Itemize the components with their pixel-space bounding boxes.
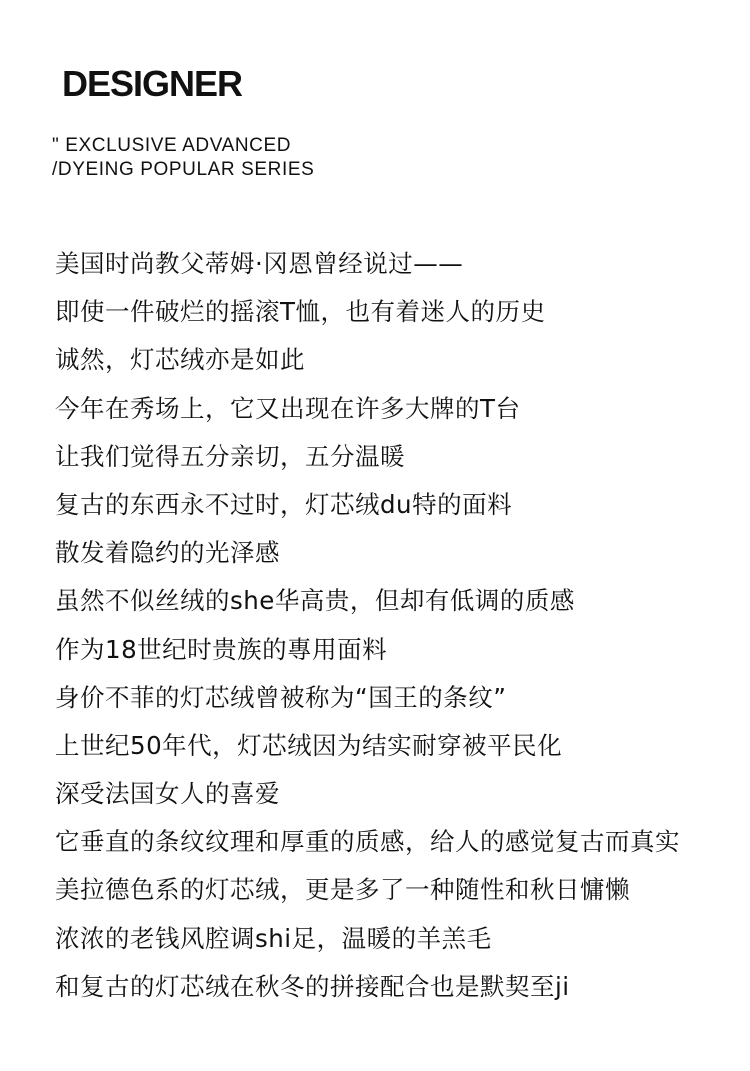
text-line: 和复古的灯芯绒在秋冬的拼接配合也是默契至ji <box>55 971 570 1001</box>
text-line: 它垂直的条纹纹理和厚重的质感，给人的感觉复古而真实 <box>55 827 680 857</box>
text-line: 复古的东西永不过时，灯芯绒du特的面料 <box>55 489 513 519</box>
text-line: 作为18世纪时贵族的專用面料 <box>55 634 388 664</box>
subtitle-line: " EXCLUSIVE ADVANCED <box>52 135 292 156</box>
text-line: 让我们觉得五分亲切，五分温暖 <box>55 441 405 471</box>
text-line: 上世纪50年代，灯芯绒因为结实耐穿被平民化 <box>55 730 563 760</box>
page-title: DESIGNER <box>62 63 243 104</box>
text-line: 身价不菲的灯芯绒曾被称为“国王的条纹” <box>55 682 507 712</box>
text-line: 美拉德色系的灯芯绒，更是多了一种随性和秋日慵懒 <box>55 875 630 905</box>
subtitle <box>52 134 314 182</box>
text-line: 即使一件破烂的摇滚T恤，也有着迷人的历史 <box>55 297 546 327</box>
text-line: 诚然，灯芯绒亦是如此 <box>55 345 305 375</box>
text-line: 散发着隐约的光泽感 <box>55 538 280 568</box>
text-line: 虽然不似丝绒的she华高贵，但却有低调的质感 <box>55 586 575 616</box>
subtitle-line: /DYEING POPULAR SERIES <box>52 159 315 180</box>
text-line: 美国时尚教父蒂姆·冈恩曾经说过—— <box>55 249 464 278</box>
text-line: 深受法国女人的喜爱 <box>55 779 280 809</box>
body-text <box>55 244 745 1015</box>
text-line: 浓浓的老钱风腔调shi足，温暖的羊羔毛 <box>55 923 492 953</box>
text-line: 今年在秀场上，它又出现在许多大牌的T台 <box>55 393 521 423</box>
